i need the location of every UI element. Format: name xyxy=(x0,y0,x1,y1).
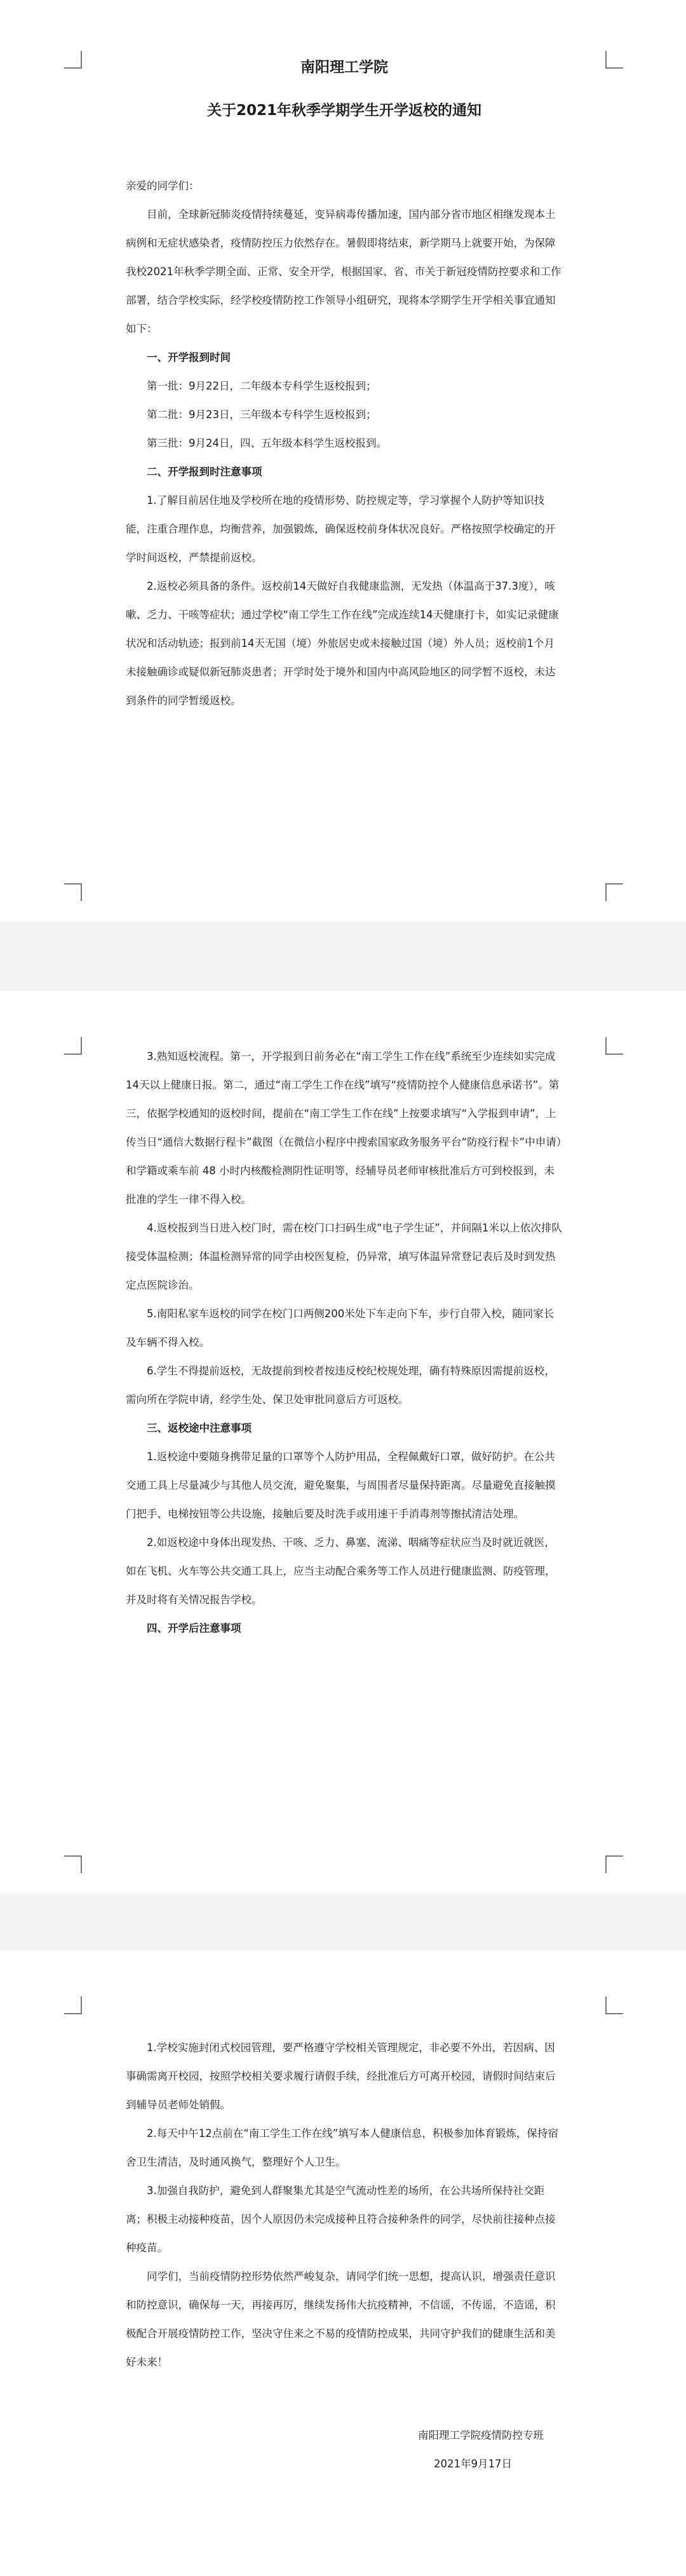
report-note-3: 3.熟知返校流程。第一，开学报到日前务必在“南工学生工作在线”系统至少连续如实完成14天以上健康日报。第二，通过“南工学生工作在线”填写“疫情防控个人健康信息承诺书”。第三，依据学校通知的返校时间，提前在“南工学生工作在线”上按要求填写“入学报到申请”，上传当日“通信大数据行程卡”截图（在微信小程序中搜索国家政务服务平台“防疫行程卡”中申请）和学籍或乘车前 48 小时内核酸检测阴性证明等，经辅导员老师审核批准后方可到校报到，未批准的学生一律不得入校。 xyxy=(126,1050,562,1205)
section-heading-report-time: 一、开学报到时间 xyxy=(147,351,231,363)
travel-note-2: 2.如返校途中身体出现发热、干咳、乏力、鼻塞、流涕、咽痛等症状应当及时就近就医，如在飞机、火车等公共交通工具上，应当主动配合乘务等工作人员进行健康监测、防疫管理，并及时将有关情况报告学校。 xyxy=(126,1536,556,1606)
section-heading-travel-notes: 三、返校途中注意事项 xyxy=(147,1422,252,1434)
page-2-content xyxy=(126,1042,563,1643)
report-note-2: 2.返校必须具备的条件。返校前14天做好自我健康监测，无发热（体温高于37.3度），咳嗽、乏力、干咳等症状；通过学校“南工学生工作在线”完成连续14天健康打卡，如实记录健康状况和活动轨迹；报到前14天无国（境）外旅居史或未接触过国（境）外人员；返校前1个月未接触确诊或疑似新冠肺炎患者；开学时处于境外和国内中高风险地区的同学暂不返校，未达到条件的同学暂缓返校。 xyxy=(126,580,559,707)
page-corner-mark xyxy=(605,1996,623,2014)
document-title-notice: 关于2021年秋季学期学生开学返校的通知 xyxy=(206,102,481,119)
travel-note-1: 1.返校途中要随身携带足量的口罩等个人防护用品，全程佩戴好口罩，做好防护。在公共交通工具上尽量减少与其他人员交流，避免聚集，与周围者尽量保持距离。尽量避免直接触摸门把手、电梯按钮等公共设施，接触后要及时洗手或用速干手消毒剂等擦拭清洁处理。 xyxy=(126,1451,556,1520)
batch-3: 第三批：9月24日，四、五年级本科学生返校报到。 xyxy=(147,437,387,449)
batch-2: 第二批：9月23日，三年级本专科学生返校报到； xyxy=(147,409,377,421)
page-corner-mark xyxy=(64,1855,82,1873)
after-note-3: 3.加强自我防护，避免到人群聚集尤其是空气流动性差的场所，在公共场所保持社交距离；积极主动接种疫苗，因个人原因仍未完成接种且符合接种条件的同学，尽快前往接种点接种疫苗。 xyxy=(126,2185,556,2254)
document-page-2 xyxy=(0,991,686,1894)
document-title-school: 南阳理工学院 xyxy=(300,59,388,76)
salutation: 亲爱的同学们： xyxy=(126,180,199,192)
page-corner-mark xyxy=(605,1037,623,1055)
batch-1: 第一批：9月22日，二年级本专科学生返校报到； xyxy=(147,380,377,392)
closing-paragraph: 同学们，当前疫情防控形势依然严峻复杂，请同学们统一思想，提高认识，增强责任意识和防控意识，确保每一天，再接再厉，继续发扬伟大抗疫精神，不信谣，不传谣，不造谣，积极配合开展疫情防控工作，坚决守住来之不易的疫情防控成果，共同守护我们的健康生活和美好未来！ xyxy=(126,2270,556,2368)
page-corner-mark xyxy=(605,883,623,901)
page-1-content xyxy=(126,52,563,715)
signature-office: 南阳理工学院疫情防控专班 xyxy=(418,2429,544,2441)
page-corner-mark xyxy=(64,1996,82,2014)
intro-paragraph: 目前，全球新冠肺炎疫情持续蔓延，变异病毒传播加速，国内部分省市地区相继发现本土病例和无症状感染者，疫情防控压力依然存在。暑假即将结束，新学期马上就要开始，为保障我校2021年秋季学期全面、正常、安全开学，根据国家、省、市关于新冠疫情防控要求和工作部署，结合学校实际，经学校疫情防控工作领导小组研究，现将本学期学生开学相关事宜通知如下： xyxy=(126,208,562,335)
page-corner-mark xyxy=(64,51,82,69)
page-corner-mark xyxy=(605,1855,623,1873)
page-separator xyxy=(0,921,686,991)
after-note-2: 2.每天中午12点前在“南工学生工作在线”填写本人健康信息，积极参加体育锻炼，保持宿舍卫生清洁，及时通风换气，整理好个人卫生。 xyxy=(126,2127,558,2168)
section-heading-report-notes: 二、开学报到时注意事项 xyxy=(147,466,262,478)
signature-date: 2021年9月17日 xyxy=(434,2458,512,2470)
document-page-1 xyxy=(0,0,686,921)
page-3-content xyxy=(126,2033,563,2478)
document-page-3 xyxy=(0,1951,686,2576)
section-heading-after-school-start: 四、开学后注意事项 xyxy=(147,1622,241,1634)
report-note-1: 1.了解目前居住地及学校所在地的疫情形势、防控规定等，学习掌握个人防护等知识技能，注重合理作息，均衡营养，加强锻炼，确保返校前身体状况良好。严格按照学校确定的开学时间返校，严禁提前返校。 xyxy=(126,494,556,564)
page-separator xyxy=(0,1894,686,1951)
report-note-5: 5.南阳私家车返校的同学在校门口两侧200米处下车走向下车，步行自带入校，随同家长及车辆不得入校。 xyxy=(126,1308,555,1348)
page-corner-mark xyxy=(64,1037,82,1055)
report-note-4: 4.返校报到当日进入校门时，需在校门口扫码生成“电子学生证”，并间隔1米以上依次排队接受体温检测；体温检测异常的同学由校医复检，仍异常，填写体温异常登记表后及时到发热定点医院诊治。 xyxy=(126,1222,562,1291)
page-corner-mark xyxy=(64,883,82,901)
after-note-1: 1.学校实施封闭式校园管理，要严格遵守学校相关管理规定，非必要不外出，若因病、因事确需离开校园，按照学校相关要求履行请假手续，经批准后方可离开校园，请假时间结束后到辅导员老师处销假。 xyxy=(126,2042,556,2111)
page-corner-mark xyxy=(605,51,623,69)
report-note-6: 6.学生不得提前返校，无故提前到校者按违反校纪校规处理，确有特殊原因需提前返校，需向所在学院申请，经学生处、保卫处审批同意后方可返校。 xyxy=(126,1365,555,1406)
